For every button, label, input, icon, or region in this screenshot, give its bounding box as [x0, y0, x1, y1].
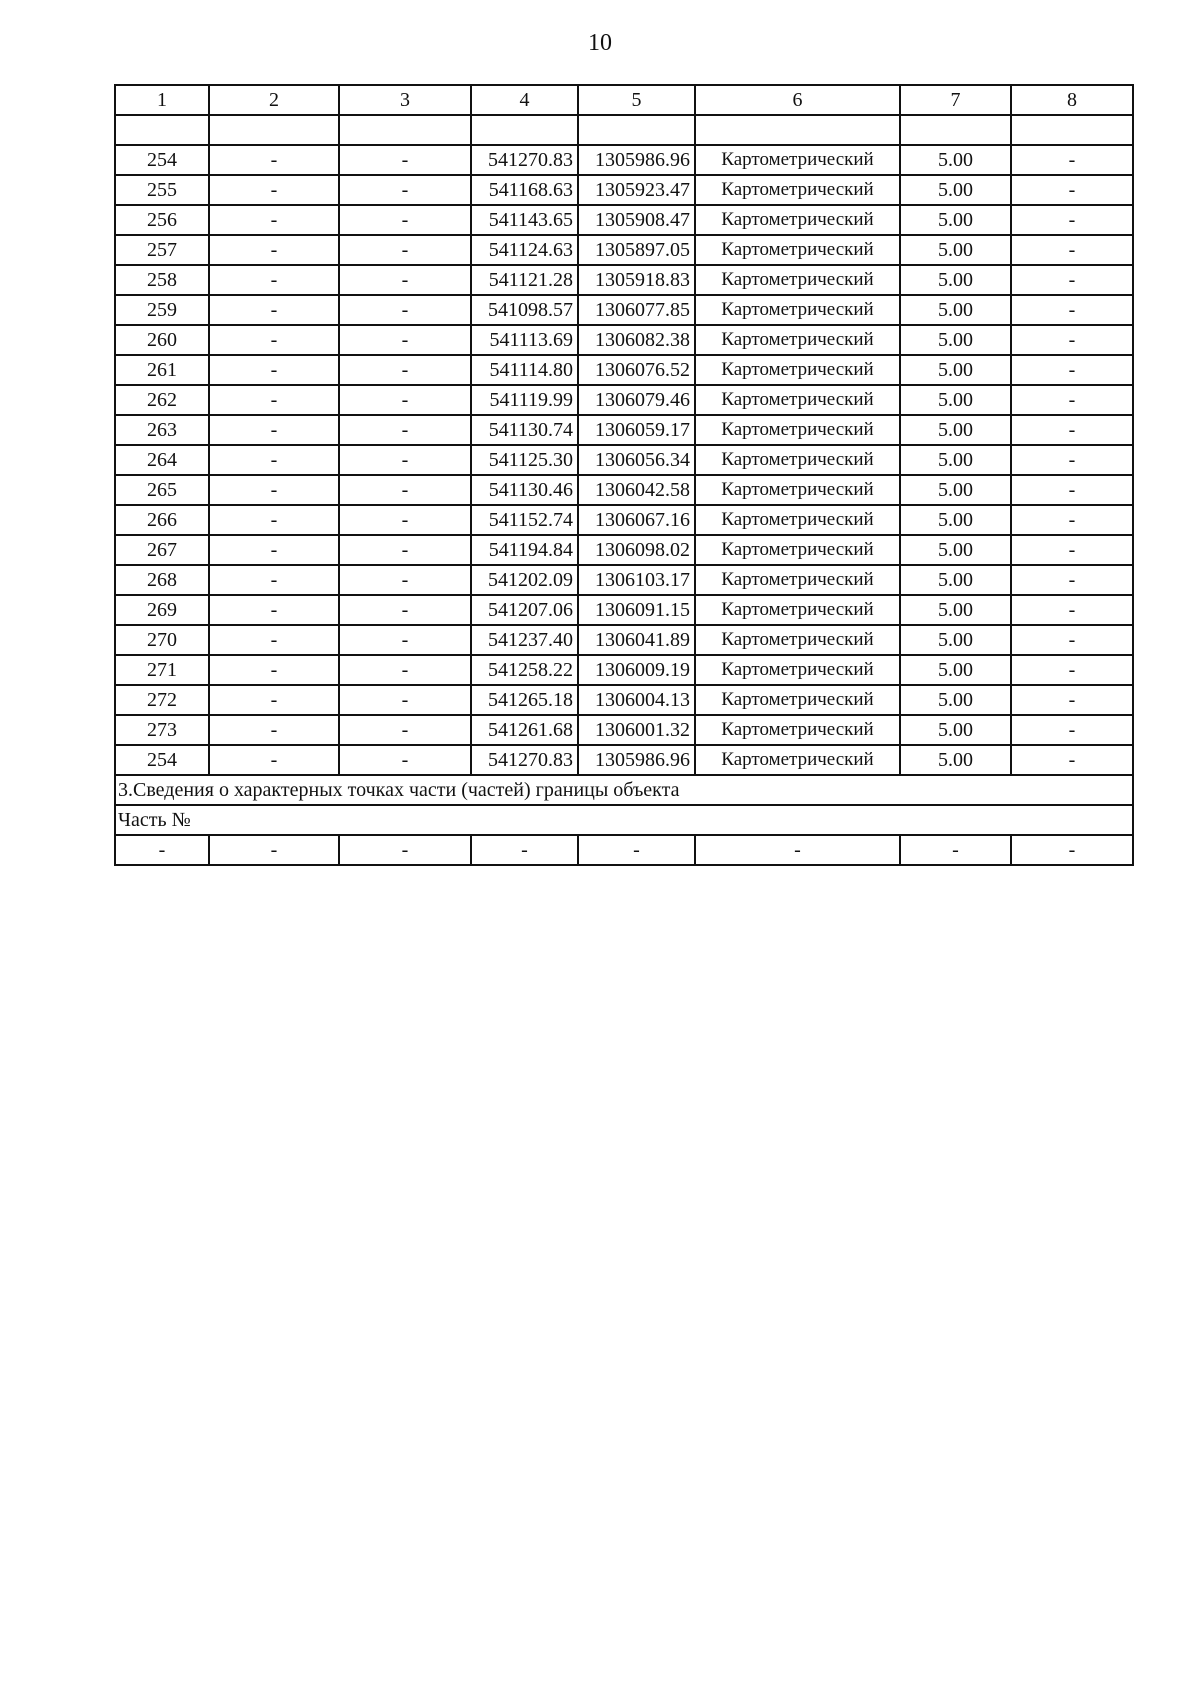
table-cell: Картометрический [695, 265, 900, 295]
empty-cell [339, 115, 471, 145]
table-cell: Картометрический [695, 205, 900, 235]
table-cell: - [339, 145, 471, 175]
table-cell: Картометрический [695, 655, 900, 685]
table-cell: - [1011, 145, 1133, 175]
table-cell: - [339, 265, 471, 295]
table-cell: - [695, 835, 900, 865]
column-header: 8 [1011, 85, 1133, 115]
table-cell: 1306067.16 [578, 505, 695, 535]
table-cell: - [209, 745, 339, 775]
table-cell: - [339, 325, 471, 355]
column-header: 2 [209, 85, 339, 115]
table-cell: - [339, 475, 471, 505]
table-cell: 1306056.34 [578, 445, 695, 475]
table-cell: - [1011, 175, 1133, 205]
table-cell: - [900, 835, 1011, 865]
table-cell: 1306059.17 [578, 415, 695, 445]
table-cell: 5.00 [900, 565, 1011, 595]
table-cell: 273 [115, 715, 209, 745]
table-cell: 541265.18 [471, 685, 578, 715]
table-cell: 5.00 [900, 535, 1011, 565]
table-cell: 255 [115, 175, 209, 205]
table-cell: - [1011, 445, 1133, 475]
table-cell: 1306041.89 [578, 625, 695, 655]
table-cell: 5.00 [900, 595, 1011, 625]
table-cell: 5.00 [900, 505, 1011, 535]
table-cell: 5.00 [900, 745, 1011, 775]
table-cell: - [1011, 655, 1133, 685]
table-cell: 5.00 [900, 265, 1011, 295]
empty-cell [695, 115, 900, 145]
table-cell: 5.00 [900, 205, 1011, 235]
column-header: 5 [578, 85, 695, 115]
column-header: 3 [339, 85, 471, 115]
table-row [115, 715, 1133, 745]
table-cell: 541194.84 [471, 535, 578, 565]
table-cell: 5.00 [900, 145, 1011, 175]
part-row [115, 835, 1133, 865]
table-cell: - [1011, 265, 1133, 295]
table-cell: Картометрический [695, 415, 900, 445]
table-cell: - [209, 175, 339, 205]
table-cell: - [1011, 685, 1133, 715]
table-cell: - [339, 595, 471, 625]
empty-cell [578, 115, 695, 145]
table-cell: - [339, 715, 471, 745]
table-cell: - [1011, 385, 1133, 415]
table-cell: - [209, 595, 339, 625]
table-cell: - [339, 655, 471, 685]
table-cell: - [209, 415, 339, 445]
table-cell: - [339, 385, 471, 415]
page-number: 10 [588, 30, 612, 56]
table-cell: 541258.22 [471, 655, 578, 685]
table-cell: Картометрический [695, 175, 900, 205]
table-cell: 541207.06 [471, 595, 578, 625]
empty-cell [900, 115, 1011, 145]
table-cell: 541121.28 [471, 265, 578, 295]
table-cell: 1305897.05 [578, 235, 695, 265]
table-cell: - [209, 355, 339, 385]
empty-cell [115, 115, 209, 145]
section-title: 3.Сведения о характерных точках части (частей) границы объекта [115, 775, 1133, 805]
table-cell: 541237.40 [471, 625, 578, 655]
table-cell: 1306103.17 [578, 565, 695, 595]
table-cell: 5.00 [900, 685, 1011, 715]
table-cell: - [1011, 535, 1133, 565]
table-cell: 541270.83 [471, 145, 578, 175]
table-cell: 1305986.96 [578, 745, 695, 775]
table-cell: - [1011, 355, 1133, 385]
table-row [115, 595, 1133, 625]
table-cell: 258 [115, 265, 209, 295]
table-cell: - [339, 415, 471, 445]
table-cell: - [339, 625, 471, 655]
table-cell: Картометрический [695, 505, 900, 535]
table-cell: 260 [115, 325, 209, 355]
table-cell: 5.00 [900, 355, 1011, 385]
table-row [115, 745, 1133, 775]
table-cell: 5.00 [900, 445, 1011, 475]
table-cell: 266 [115, 505, 209, 535]
table-cell: - [209, 625, 339, 655]
empty-row [115, 115, 1133, 145]
table-cell: 1306077.85 [578, 295, 695, 325]
table-cell: 272 [115, 685, 209, 715]
table-row [115, 685, 1133, 715]
table-cell: 262 [115, 385, 209, 415]
table-cell: 5.00 [900, 655, 1011, 685]
table-cell: - [339, 205, 471, 235]
table-cell: Картометрический [695, 715, 900, 745]
table-cell: 5.00 [900, 235, 1011, 265]
section-title-row [115, 775, 1133, 805]
table-cell: 254 [115, 145, 209, 175]
table-cell: - [1011, 595, 1133, 625]
empty-cell [1011, 115, 1133, 145]
table-cell: 5.00 [900, 625, 1011, 655]
table-cell: Картометрический [695, 565, 900, 595]
table-row [115, 175, 1133, 205]
table-cell: - [1011, 295, 1133, 325]
table-cell: - [1011, 235, 1133, 265]
table-cell: 257 [115, 235, 209, 265]
table-cell: - [209, 535, 339, 565]
table-cell: 5.00 [900, 295, 1011, 325]
table-cell: 5.00 [900, 325, 1011, 355]
table-cell: 263 [115, 415, 209, 445]
table-cell: - [1011, 715, 1133, 745]
table-cell: - [339, 235, 471, 265]
table-cell: 270 [115, 625, 209, 655]
table-cell: Картометрический [695, 595, 900, 625]
table-cell: Картометрический [695, 385, 900, 415]
table-cell: 541113.69 [471, 325, 578, 355]
column-header: 4 [471, 85, 578, 115]
table-row [115, 625, 1133, 655]
table-row [115, 385, 1133, 415]
table-cell: 269 [115, 595, 209, 625]
table-cell: - [339, 745, 471, 775]
table-cell: - [339, 565, 471, 595]
table-cell: - [209, 145, 339, 175]
table-row [115, 535, 1133, 565]
table-row [115, 295, 1133, 325]
table-cell: - [1011, 325, 1133, 355]
table-cell: - [339, 505, 471, 535]
table-cell: 256 [115, 205, 209, 235]
table-cell: - [1011, 475, 1133, 505]
table-cell: 541130.46 [471, 475, 578, 505]
table-cell: 254 [115, 745, 209, 775]
table-cell: 541124.63 [471, 235, 578, 265]
table-cell: 541098.57 [471, 295, 578, 325]
table-cell: Картометрический [695, 445, 900, 475]
table-row [115, 475, 1133, 505]
table-cell: - [209, 235, 339, 265]
table-cell: Картометрический [695, 535, 900, 565]
table-cell: 271 [115, 655, 209, 685]
table-cell: 268 [115, 565, 209, 595]
table-cell: 264 [115, 445, 209, 475]
table-row [115, 565, 1133, 595]
table-cell: - [209, 325, 339, 355]
header-row [115, 85, 1133, 115]
table-row [115, 415, 1133, 445]
table-cell: 1306091.15 [578, 595, 695, 625]
table-cell: - [471, 835, 578, 865]
table-row [115, 205, 1133, 235]
table-cell: - [1011, 835, 1133, 865]
table-row [115, 445, 1133, 475]
table-cell: 541152.74 [471, 505, 578, 535]
table-cell: 541143.65 [471, 205, 578, 235]
table-cell: 1306001.32 [578, 715, 695, 745]
table-cell: - [339, 355, 471, 385]
table-cell: - [1011, 625, 1133, 655]
table-cell: 5.00 [900, 715, 1011, 745]
table-cell: 1306009.19 [578, 655, 695, 685]
table-row [115, 235, 1133, 265]
table-cell: 1306004.13 [578, 685, 695, 715]
table-cell: 1305986.96 [578, 145, 695, 175]
table-cell: - [115, 835, 209, 865]
table-cell: 541261.68 [471, 715, 578, 745]
table-cell: 5.00 [900, 175, 1011, 205]
table-row [115, 505, 1133, 535]
table-cell: - [209, 445, 339, 475]
table-cell: Картометрический [695, 475, 900, 505]
table-cell: - [339, 175, 471, 205]
table-cell: 1306042.58 [578, 475, 695, 505]
table-cell: 541168.63 [471, 175, 578, 205]
table-cell: 5.00 [900, 415, 1011, 445]
part-label-row [115, 805, 1133, 835]
table-cell: - [209, 475, 339, 505]
table-cell: 1306098.02 [578, 535, 695, 565]
table-cell: 541202.09 [471, 565, 578, 595]
table-cell: Картометрический [695, 145, 900, 175]
table-row [115, 355, 1133, 385]
table-cell: - [209, 505, 339, 535]
table-cell: 261 [115, 355, 209, 385]
column-header: 6 [695, 85, 900, 115]
table-cell: - [339, 535, 471, 565]
table-cell: 1306076.52 [578, 355, 695, 385]
column-header: 7 [900, 85, 1011, 115]
table-cell: 267 [115, 535, 209, 565]
table-cell: - [209, 835, 339, 865]
table-cell: 5.00 [900, 475, 1011, 505]
table-row [115, 325, 1133, 355]
table-cell: Картометрический [695, 625, 900, 655]
table-cell: - [1011, 205, 1133, 235]
table-cell: 1306079.46 [578, 385, 695, 415]
table-cell: - [209, 385, 339, 415]
coordinates-table [114, 84, 1134, 866]
table-cell: 541125.30 [471, 445, 578, 475]
table-cell: 541270.83 [471, 745, 578, 775]
table-cell: 541119.99 [471, 385, 578, 415]
empty-cell [471, 115, 578, 145]
table-cell: - [339, 445, 471, 475]
table-cell: - [1011, 505, 1133, 535]
table-cell: Картометрический [695, 745, 900, 775]
table-cell: - [339, 685, 471, 715]
table-cell: - [339, 295, 471, 325]
table-cell: Картометрический [695, 295, 900, 325]
table-cell: Картометрический [695, 355, 900, 385]
table-row [115, 145, 1133, 175]
table-cell: Картометрический [695, 235, 900, 265]
table-cell: 1305918.83 [578, 265, 695, 295]
table-cell: - [209, 715, 339, 745]
table-cell: - [209, 565, 339, 595]
table-cell: 1306082.38 [578, 325, 695, 355]
table-cell: - [1011, 565, 1133, 595]
table-cell: 1305923.47 [578, 175, 695, 205]
table-row [115, 265, 1133, 295]
table-cell: Картометрический [695, 325, 900, 355]
part-label: Часть № [115, 805, 1133, 835]
table-row [115, 655, 1133, 685]
table-cell: - [339, 835, 471, 865]
table-cell: - [1011, 415, 1133, 445]
table-cell: 541130.74 [471, 415, 578, 445]
table-cell: - [209, 655, 339, 685]
table-cell: 541114.80 [471, 355, 578, 385]
table-cell: - [209, 205, 339, 235]
empty-cell [209, 115, 339, 145]
table-cell: - [209, 685, 339, 715]
table-cell: 265 [115, 475, 209, 505]
table-cell: 259 [115, 295, 209, 325]
table-cell: 1305908.47 [578, 205, 695, 235]
table-cell: - [578, 835, 695, 865]
table-cell: - [209, 265, 339, 295]
table-cell: 5.00 [900, 385, 1011, 415]
table-cell: - [1011, 745, 1133, 775]
column-header: 1 [115, 85, 209, 115]
table-cell: - [209, 295, 339, 325]
table-cell: Картометрический [695, 685, 900, 715]
